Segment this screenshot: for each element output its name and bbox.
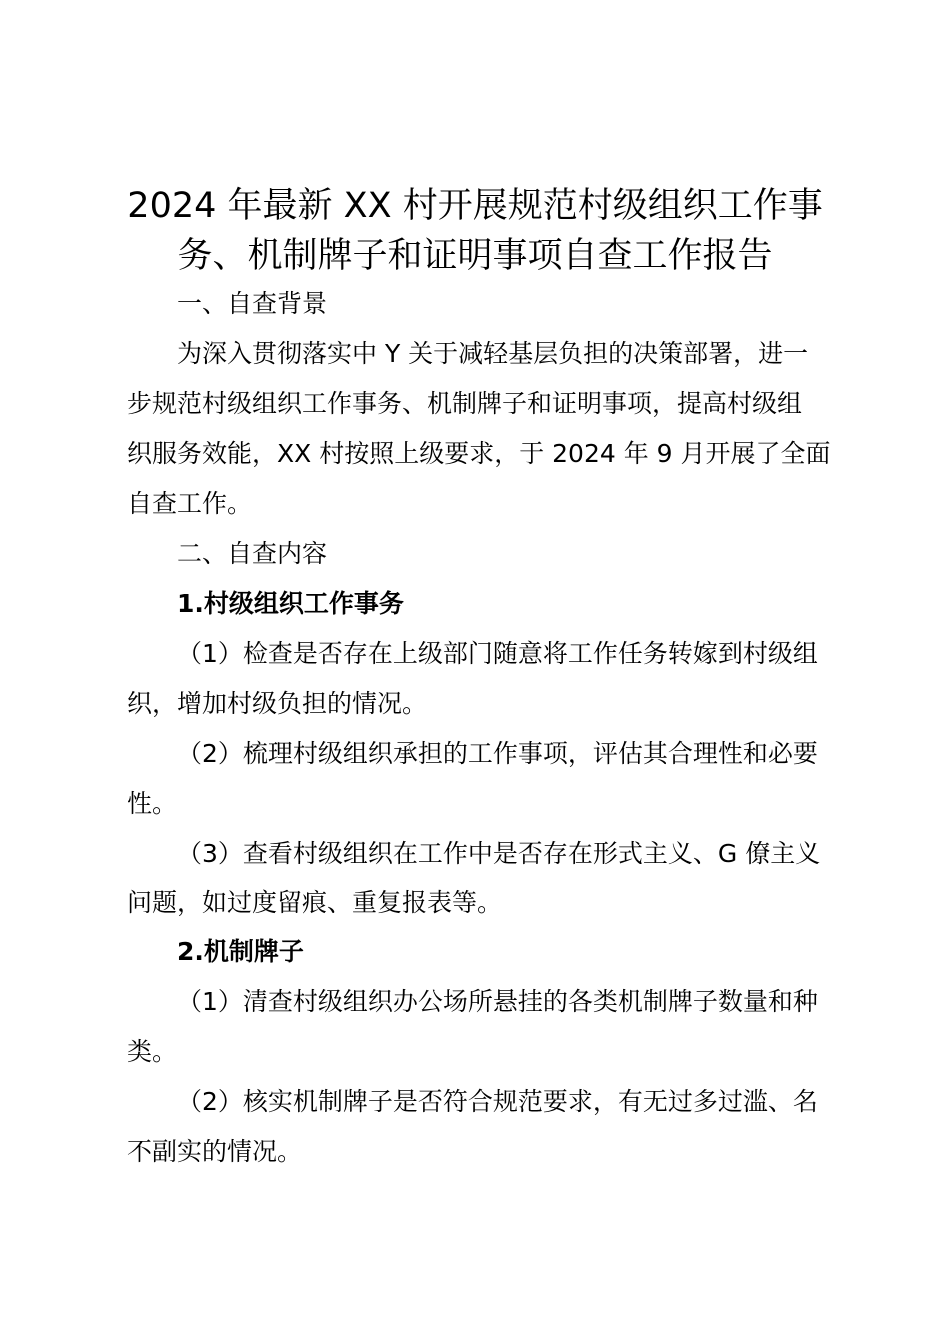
document-title (110, 181, 840, 281)
body-text-line: （2）梳理村级组织承担的工作事项，评估其合理性和必要 (177, 739, 818, 768)
body-text-line: 织服务效能，XX 村按照上级要求，于 2024 年 9 月开展了全面 (127, 439, 831, 468)
body-text-line: 性。 (127, 789, 178, 818)
body-text-line: 步规范村级组织工作事务、机制牌子和证明事项，提高村级组 (127, 389, 803, 418)
subsection-heading: 2.机制牌子 (177, 937, 304, 966)
body-text-line: （1）检查是否存在上级部门随意将工作任务转嫁到村级组 (177, 639, 818, 668)
body-text-line: 不副实的情况。 (127, 1137, 303, 1166)
body-text-line: 类。 (127, 1037, 178, 1066)
section-heading: 二、自查内容 (177, 539, 328, 568)
body-text-line: （3）查看村级组织在工作中是否存在形式主义、G 僚主义 (177, 839, 821, 868)
subsection-heading: 1.村级组织工作事务 (177, 589, 404, 618)
body-text-line: 织，增加村级负担的情况。 (127, 689, 428, 718)
title-line: 2024 年最新 XX 村开展规范村级组织工作事 (127, 186, 823, 226)
body-text-line: （2）核实机制牌子是否符合规范要求，有无过多过滥、名 (177, 1087, 818, 1116)
body-text-line: 问题，如过度留痕、重复报表等。 (127, 888, 503, 917)
body-text-line: （1）清查村级组织办公场所悬挂的各类机制牌子数量和种 (177, 987, 818, 1016)
body-text-line: 为深入贯彻落实中 Y 关于减轻基层负担的决策部署，进一 (177, 339, 809, 368)
title-line: 务、机制牌子和证明事项自查工作报告 (177, 236, 773, 276)
body-text-line: 自查工作。 (127, 489, 253, 518)
section-heading: 一、自查背景 (177, 289, 328, 318)
